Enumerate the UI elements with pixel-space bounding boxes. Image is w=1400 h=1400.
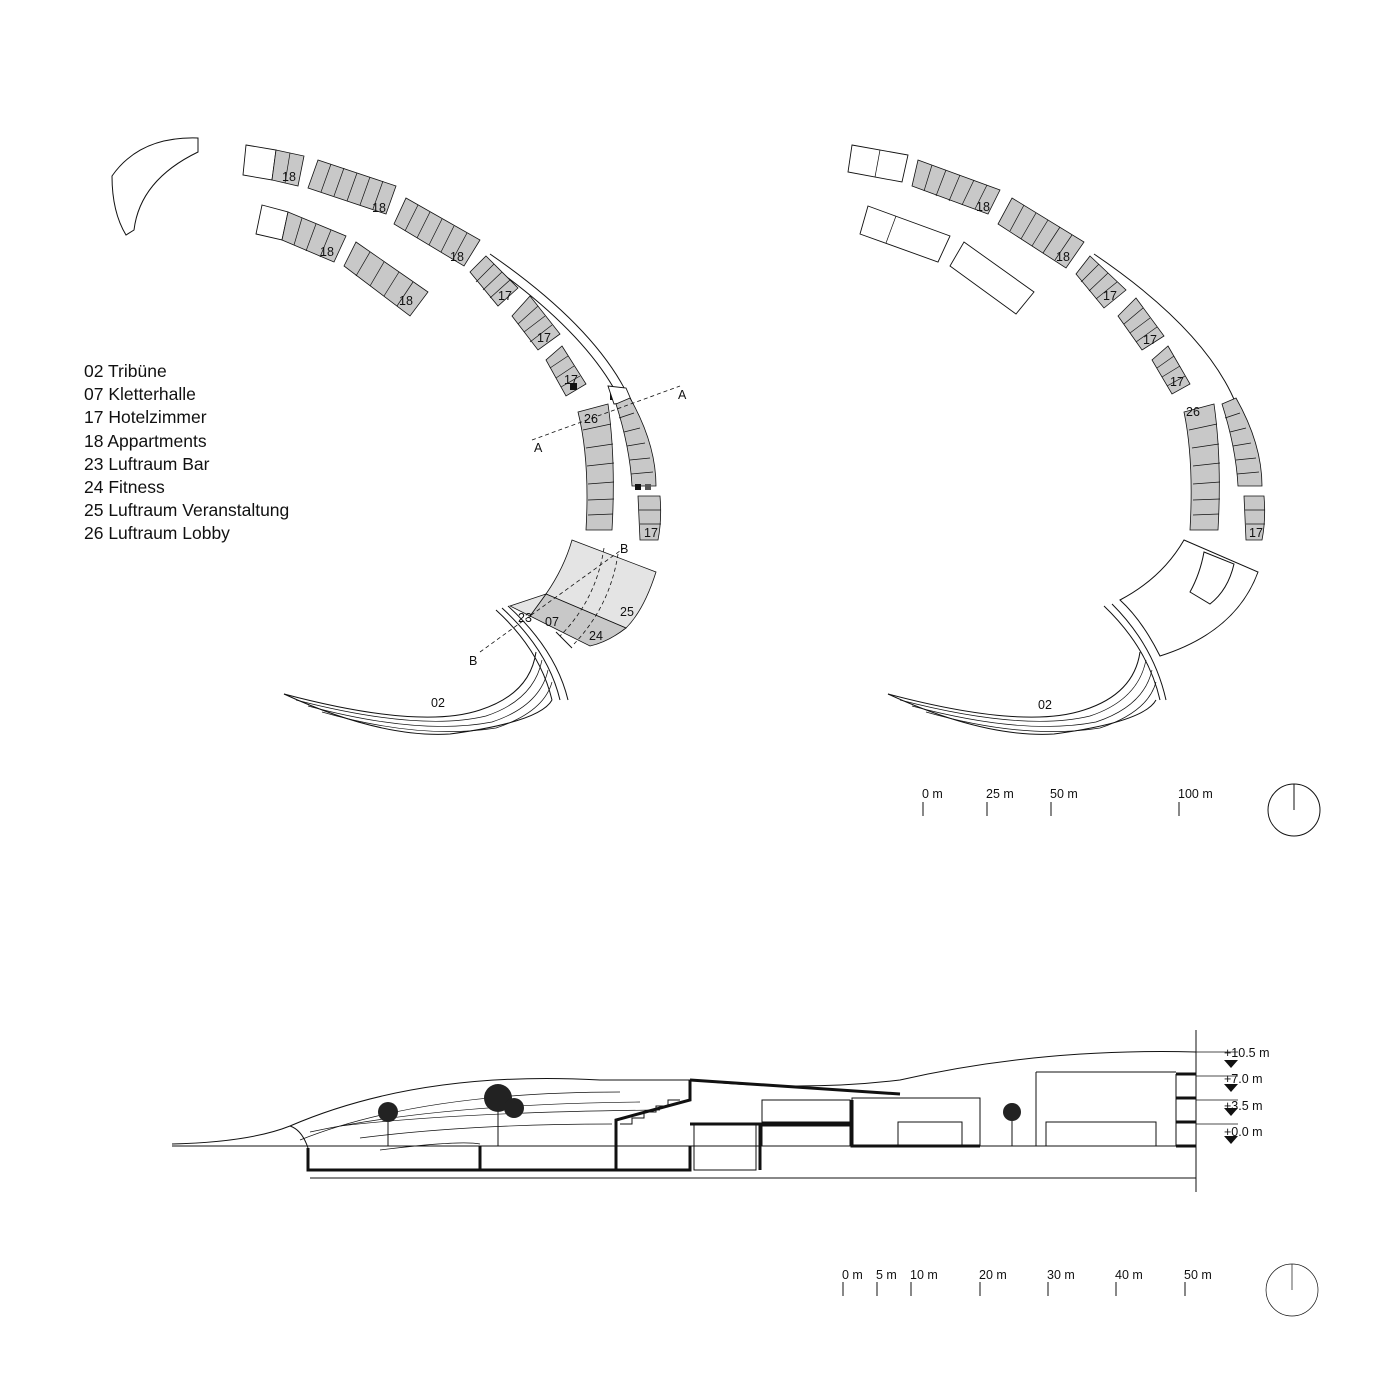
room-label: 18 — [372, 201, 386, 215]
room-label: 18 — [976, 200, 990, 214]
plan-right-tribune — [888, 652, 1156, 734]
scale-tick-label: 50 m — [1184, 1268, 1212, 1282]
legend-item-26: 26 Luftraum Lobby — [84, 523, 230, 544]
north-arrow-icon — [1268, 784, 1320, 836]
room-label: 02 — [431, 696, 445, 710]
room-label: 18 — [320, 245, 334, 259]
plan-right-hotel-wing — [1076, 254, 1236, 404]
room-label: 07 — [545, 615, 559, 629]
level-label: +3.5 m — [1224, 1099, 1263, 1113]
plan-left — [112, 138, 687, 734]
section-marker: A — [678, 388, 687, 402]
building-section — [172, 1030, 1270, 1192]
room-label: 17 — [1143, 333, 1157, 347]
level-markers — [1196, 1046, 1270, 1144]
legend-item-07: 07 Kletterhalle — [84, 384, 196, 405]
room-label: 24 — [589, 629, 603, 643]
room-label: 18 — [282, 170, 296, 184]
room-label: 17 — [564, 373, 578, 387]
room-label: 17 — [644, 526, 658, 540]
room-label: 23 — [518, 611, 532, 625]
legend-item-24: 24 Fitness — [84, 477, 165, 498]
scale-tick-label: 0 m — [842, 1268, 863, 1282]
scale-tick-label: 100 m — [1178, 787, 1213, 801]
room-label: 17 — [1249, 526, 1263, 540]
level-label: +7.0 m — [1224, 1072, 1263, 1086]
room-label: 18 — [399, 294, 413, 308]
legend-item-17: 17 Hotelzimmer — [84, 407, 207, 428]
north-arrow-icon — [1266, 1264, 1318, 1316]
section-terrain — [172, 1126, 308, 1148]
room-label: 18 — [450, 250, 464, 264]
scale-tick-label: 0 m — [922, 787, 943, 801]
scale-tick-label: 5 m — [876, 1268, 897, 1282]
scale-tick-label: 50 m — [1050, 787, 1078, 801]
room-label: 17 — [1103, 289, 1117, 303]
plan-right-lobby-wing — [1184, 398, 1265, 540]
room-label: 18 — [1056, 250, 1070, 264]
room-label: 17 — [537, 331, 551, 345]
plan-scale-bar — [922, 787, 1213, 816]
scale-tick-label: 30 m — [1047, 1268, 1075, 1282]
plan-left-tribune — [284, 652, 552, 734]
plan-right-event-outline — [1104, 540, 1258, 700]
section-scale-bar — [842, 1268, 1212, 1296]
room-label: 25 — [620, 605, 634, 619]
room-label: 26 — [1186, 405, 1200, 419]
scale-tick-label: 20 m — [979, 1268, 1007, 1282]
room-label: 17 — [1170, 375, 1184, 389]
level-triangle-icon — [1224, 1060, 1238, 1068]
legend-item-18: 18 Appartments — [84, 430, 207, 451]
scale-tick-label: 40 m — [1115, 1268, 1143, 1282]
scale-tick-label: 10 m — [910, 1268, 938, 1282]
plan-left-crescent — [112, 138, 198, 235]
room-label: 26 — [584, 412, 598, 426]
room-label: 02 — [1038, 698, 1052, 712]
legend-item-02: 02 Tribüne — [84, 361, 167, 381]
plan-right — [848, 145, 1265, 734]
room-label: 17 — [498, 289, 512, 303]
plan-left-hotel-wing — [470, 254, 632, 408]
level-label: +0.0 m — [1224, 1125, 1263, 1139]
legend-item-25: 25 Luftraum Veranstaltung — [84, 500, 290, 521]
section-marker: B — [469, 654, 478, 668]
legend-item-23: 23 Luftraum Bar — [84, 453, 210, 474]
section-marker: A — [534, 441, 543, 455]
section-marker: B — [620, 542, 629, 556]
scale-tick-label: 25 m — [986, 787, 1014, 801]
level-label: +10.5 m — [1224, 1046, 1270, 1060]
